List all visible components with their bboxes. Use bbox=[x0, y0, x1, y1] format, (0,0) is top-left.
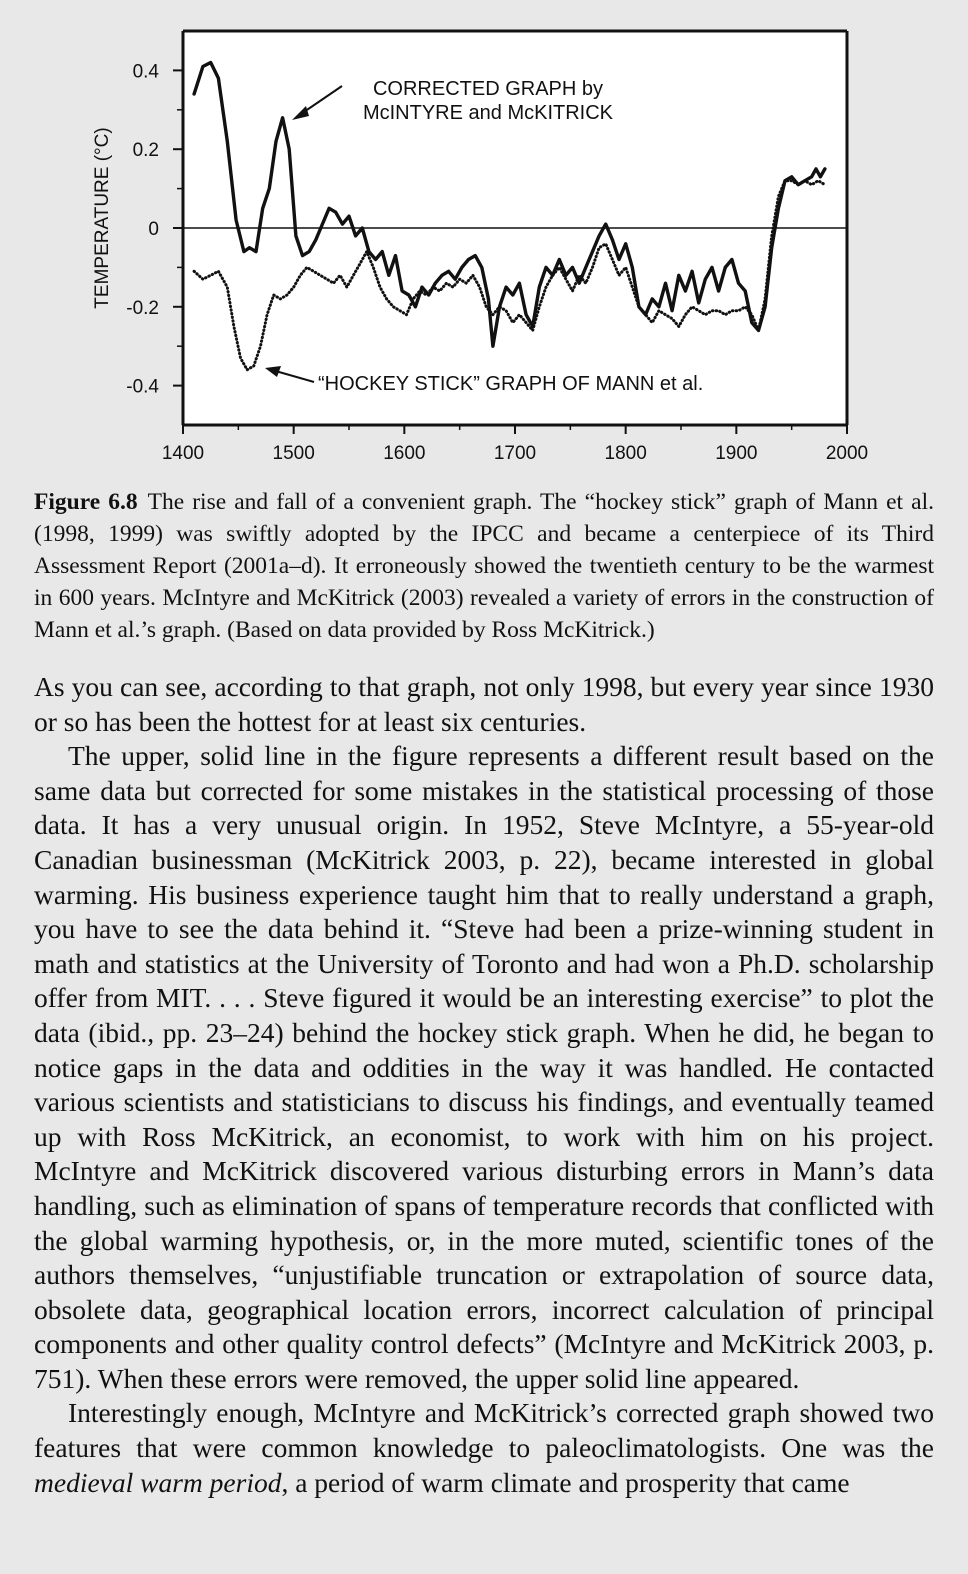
x-tick-label-2000: 2000 bbox=[825, 443, 869, 464]
y-tick-label-2: 0 bbox=[148, 219, 159, 240]
paragraph-3-emphasis: medieval warm period bbox=[34, 1466, 282, 1498]
y-tick-label-3: -0.2 bbox=[126, 297, 159, 319]
x-tick-label-1400: 1400 bbox=[161, 443, 205, 464]
x-tick-label-1700: 1700 bbox=[493, 443, 537, 464]
paragraph-3-start: Interestingly enough, McIntyre and McKitrick’s corrected graph showed two features that were common knowledge to paleoclimatologists. One was the bbox=[34, 1397, 934, 1464]
temperature-chart bbox=[0, 0, 968, 475]
y-tick-label-4: -0.4 bbox=[126, 376, 159, 398]
x-tick-label-1500: 1500 bbox=[272, 443, 315, 464]
x-tick-label-1600: 1600 bbox=[383, 443, 426, 464]
y-axis-label: TEMPERATURE (°C) bbox=[92, 127, 113, 309]
annotation-mann: “HOCKEY STICK” GRAPH OF MANN et al. bbox=[318, 373, 704, 395]
x-tick-label-1800: 1800 bbox=[604, 443, 647, 464]
caption-label: Figure 6.8 bbox=[34, 489, 138, 515]
chart-svg bbox=[0, 0, 968, 475]
paragraph-2: The upper, solid line in the figure represents a different result based on the same data but corrected for some mistakes in the statistical processing of those data. It has a very unusual origin. In 1952, Steve McIntyre, a 55-year-old Canadian businessman (McKitrick 2003, p. 22), became interested in global warming. His business experience taught him that to really understand a graph, you have to see the data behind it. “Steve had been a prize-winning student in math and statistics at the University of Toronto and had won a Ph.D. scholarship offer from MIT. . . . Steve figured it would be an interesting exercise” to plot the data (ibid., pp. 23–24) behind the hockey stick graph. When he did, he began to notice gaps in the data and oddities in the way it was handled. He contacted various scientists and statisticians to discuss his findings, and eventually teamed up with Ross McKitrick, an economist, to work with him on his project. McIntyre and McKitrick discovered various disturbing errors in Mann’s data handling, such as elimination of spans of temperature records that conflicted with the global warming hypothesis, or, in the more muted, scientific tones of the authors themselves, “unjustifiable truncation or extrapolation of source data, obsolete data, geographical location errors, incorrect calculation of principal components and other quality control defects” (McIntyre and McKitrick 2003, p. 751). When these errors were removed, the upper solid line appeared. bbox=[34, 740, 934, 1394]
caption-text: The rise and fall of a convenient graph. The “hockey stick” graph of Mann et al. (1998, 1999) was swiftly adopted by the IPCC and became a centerpiece of its Third Assessment Report (2001a–d). It erroneously showed the twentieth century to be the warmest in 600 years. McIntyre and McKitrick (2003) revealed a variety of errors in the construction of Mann et al.’s graph. (Based on data provided by Ross McKitrick.) bbox=[34, 489, 934, 643]
annotation-corrected-line-1: CORRECTED GRAPH by bbox=[372, 78, 604, 100]
paragraph-3 bbox=[34, 1396, 934, 1500]
paragraph-3-end: , a period of warm climate and prosperity that came bbox=[281, 1466, 850, 1498]
figure-caption bbox=[34, 486, 934, 646]
x-tick-label-1900: 1900 bbox=[715, 443, 758, 464]
annotation-corrected-line-2: McINTYRE and McKITRICK bbox=[362, 102, 614, 124]
paragraph-1: As you can see, according to that graph, not only 1998, but every year since 1930 or so has been the hottest for at least six centuries. bbox=[34, 671, 934, 737]
y-tick-label-1: 0.2 bbox=[132, 140, 159, 162]
body-text bbox=[34, 670, 934, 1500]
y-tick-label-0: 0.4 bbox=[132, 61, 159, 83]
